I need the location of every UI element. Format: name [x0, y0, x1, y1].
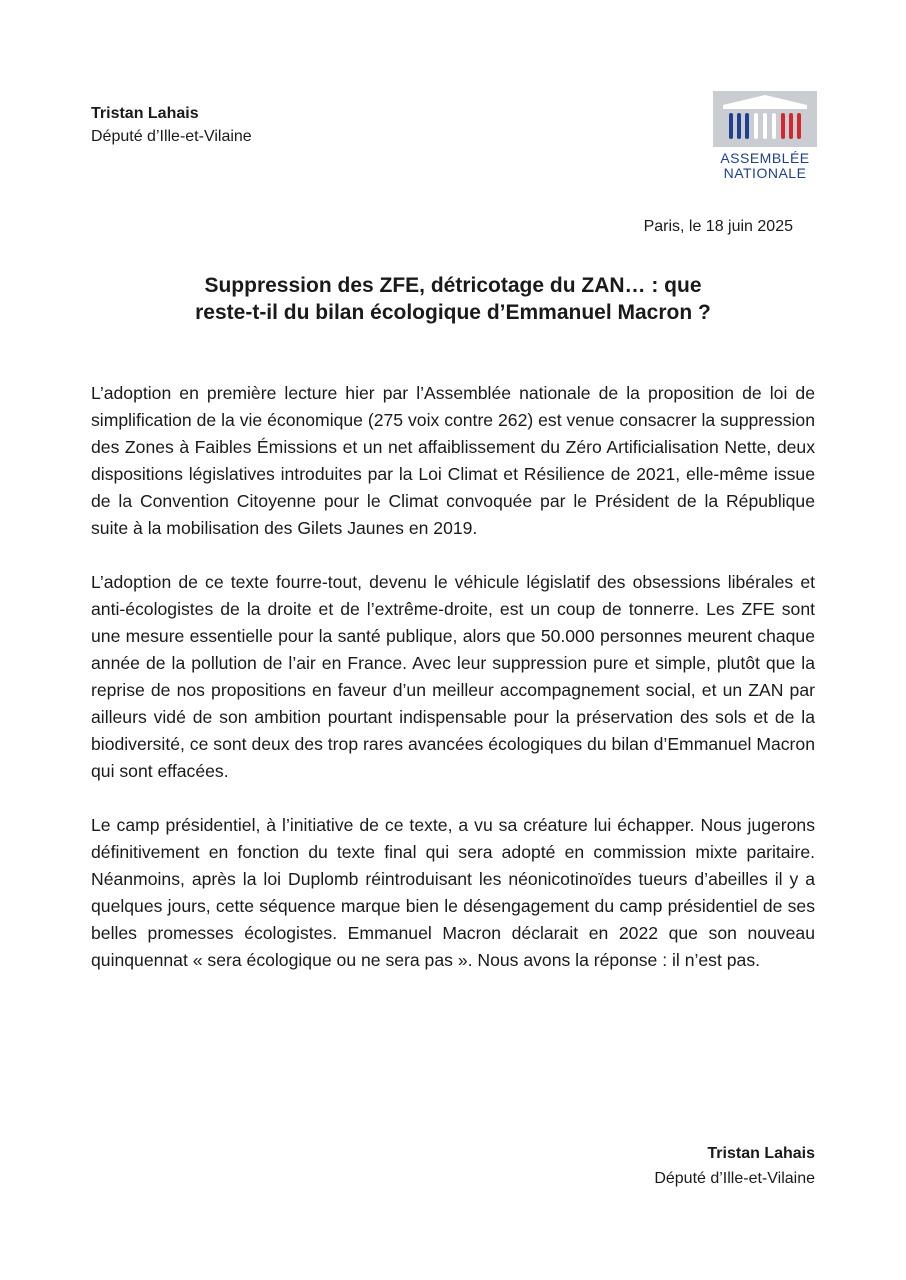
paragraph-1: L’adoption en première lecture hier par l’Assemblée nationale de la proposition de loi de simplification de la vie économique (275 voix contre 262) est venue consacrer la suppression des Zones à Faibles Émissions et un net affaiblissement du Zéro Artificialisation Nette, deux dispositions législatives introduites par la Loi Climat et Résilience de 2021, elle-même issue de la Convention Citoyenne pour le Climat convoquée par le Président de la République suite à la mobilisation des Gilets Jaunes en 2019. — [91, 383, 815, 538]
title-line-2: reste-t-il du bilan écologique d’Emmanuel Macron ? — [195, 301, 711, 324]
logo-column-blue-2 — [737, 113, 741, 139]
header-author-name: Tristan Lahais — [91, 105, 199, 122]
logo-column-red-1 — [781, 113, 785, 139]
assemblee-nationale-logo — [713, 91, 817, 181]
logo-column-red-3 — [797, 113, 801, 139]
logo-column-red-2 — [789, 113, 793, 139]
paragraph-2: L’adoption de ce texte fourre-tout, devenu le véhicule législatif des obsessions libérales et anti-écologistes de la droite et de l’extrême-droite, est un coup de tonnerre. Les ZFE sont une mesure essentielle pour la santé publique, alors que 50.000 personnes meurent chaque année de la pollution de l’air en France. Avec leur suppression pure et simple, plutôt que la reprise de nos propositions en faveur d’un meilleur accompagnement social, et un ZAN par ailleurs vidé de son ambition pourtant indispensable pour la préservation des sols et de la biodiversité, ce sont deux des trop rares avancées écologiques du bilan d’Emmanuel Macron qui sont effacées. — [91, 572, 815, 781]
logo-entablature — [723, 105, 807, 109]
paragraph-3: Le camp présidentiel, à l’initiative de ce texte, a vu sa créature lui échapper. Nous jugerons définitivement en fonction du texte final qui sera adopté en commission mixte paritaire. Néanmoins, après la loi Duplomb réintroduisant les néonicotinoïdes tueurs d’abeilles il y a quelques jours, cette séquence marque bien le désengagement du camp présidentiel de ses belles promesses écologistes. Emmanuel Macron déclarait en 2022 que son nouveau quinquennat « sera écologique ou ne sera pas ». Nous avons la réponse : il n’est pas. — [91, 815, 815, 970]
logo-column-white-1 — [754, 113, 758, 139]
logo-column-white-2 — [763, 113, 767, 139]
signature-block — [654, 1141, 815, 1191]
header-author-role: Député d’Ille-et-Vilaine — [91, 128, 252, 145]
body-text — [91, 380, 815, 1001]
header-author-block — [91, 102, 252, 148]
date-line: Paris, le 18 juin 2025 — [643, 218, 793, 235]
title-line-1: Suppression des ZFE, détricotage du ZAN… : que — [204, 274, 702, 297]
logo-column-blue-3 — [745, 113, 749, 139]
logo-column-white-3 — [772, 113, 776, 139]
logo-text-line2: NATIONALE — [723, 165, 807, 181]
signature-name: Tristan Lahais — [707, 1145, 815, 1162]
signature-role: Député d’Ille-et-Vilaine — [654, 1170, 815, 1187]
document-title — [91, 272, 815, 326]
logo-text-line1: ASSEMBLÉE — [720, 150, 810, 166]
logo-column-blue-1 — [729, 113, 733, 139]
